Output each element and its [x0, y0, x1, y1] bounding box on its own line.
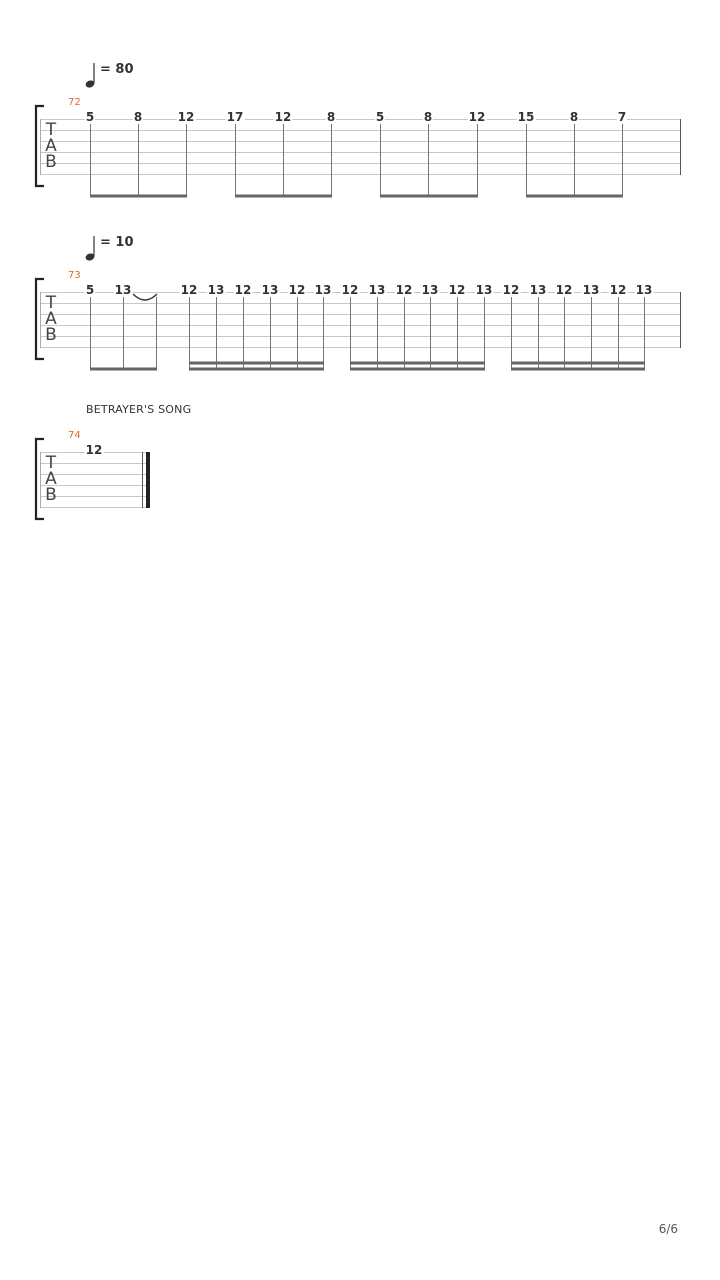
- fret-number: 5: [85, 110, 95, 124]
- tab-letter-t: T: [45, 293, 57, 313]
- tab-letter-b: B: [45, 485, 57, 505]
- bar-number: 74: [68, 430, 81, 441]
- tab-staff: [0, 0, 720, 530]
- tab-letter-t: T: [45, 120, 57, 140]
- fret-number: 12: [180, 283, 198, 297]
- fret-number: 13: [475, 283, 493, 297]
- tab-letter-a: A: [45, 469, 57, 489]
- fret-number: 13: [207, 283, 225, 297]
- tab-letter-b: B: [45, 152, 57, 172]
- fret-number: 5: [85, 283, 95, 297]
- fret-number: 12: [609, 283, 627, 297]
- tab-letter-t: T: [45, 453, 57, 473]
- fret-number: 13: [261, 283, 279, 297]
- tab-letter-a: A: [45, 309, 57, 329]
- fret-number: 7: [617, 110, 627, 124]
- fret-number: 12: [341, 283, 359, 297]
- fret-number: 13: [529, 283, 547, 297]
- fret-number: 13: [635, 283, 653, 297]
- fret-number: 12: [85, 443, 103, 457]
- tab-letter-a: A: [45, 136, 57, 156]
- fret-number: 12: [555, 283, 573, 297]
- fret-number: 12: [395, 283, 413, 297]
- tab-letter-b: B: [45, 325, 57, 345]
- fret-number: 8: [569, 110, 579, 124]
- fret-number: 13: [368, 283, 386, 297]
- fret-number: 13: [114, 283, 132, 297]
- fret-number: 13: [582, 283, 600, 297]
- page-number: 6/6: [658, 1222, 678, 1236]
- tempo-value: = 10: [100, 235, 134, 250]
- fret-number: 5: [375, 110, 385, 124]
- fret-number: 8: [326, 110, 336, 124]
- bar-number: 73: [68, 270, 81, 281]
- fret-number: 8: [133, 110, 143, 124]
- fret-number: 13: [314, 283, 332, 297]
- fret-number: 17: [226, 110, 244, 124]
- bar-number: 72: [68, 97, 81, 108]
- fret-number: 12: [288, 283, 306, 297]
- tempo-value: = 80: [100, 62, 134, 77]
- section-marker: BETRAYER'S SONG: [86, 403, 192, 416]
- fret-number: 12: [448, 283, 466, 297]
- fret-number: 12: [468, 110, 486, 124]
- fret-number: 12: [234, 283, 252, 297]
- fret-number: 8: [423, 110, 433, 124]
- final-barline-thick: [146, 452, 150, 508]
- fret-number: 12: [177, 110, 195, 124]
- fret-number: 12: [502, 283, 520, 297]
- fret-number: 15: [517, 110, 535, 124]
- fret-number: 13: [421, 283, 439, 297]
- fret-number: 12: [274, 110, 292, 124]
